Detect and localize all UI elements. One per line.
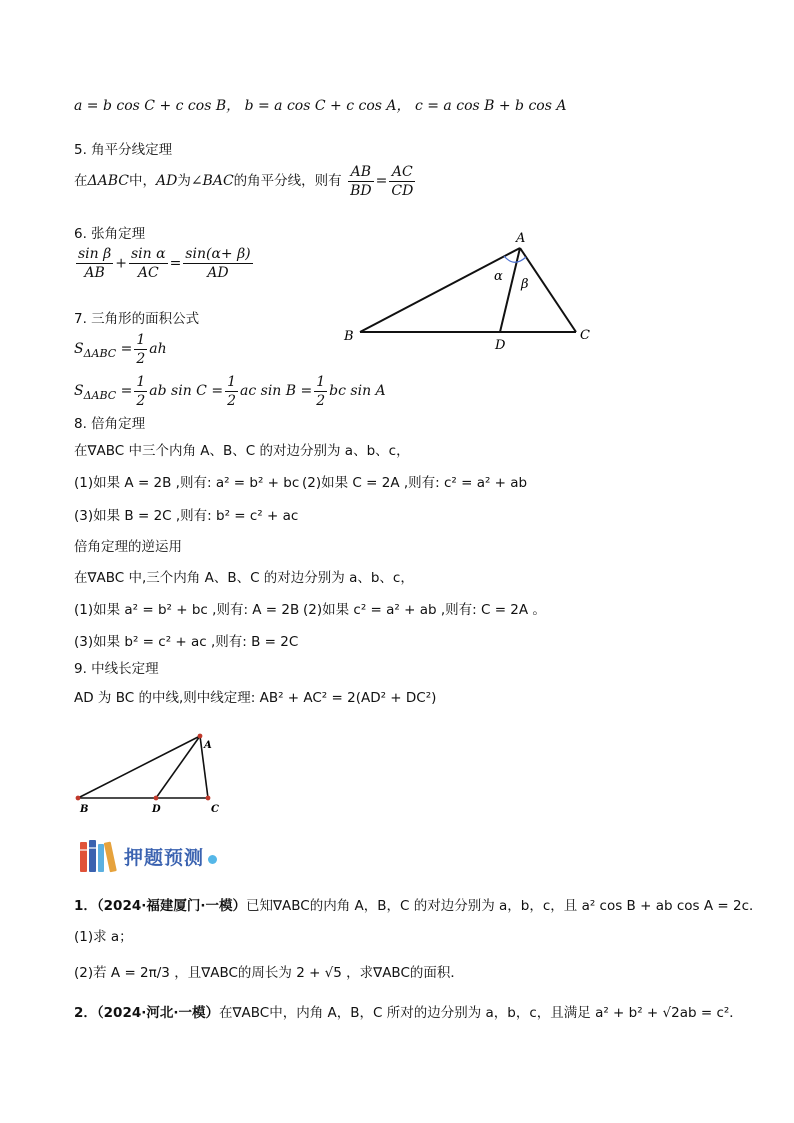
denominator: AD — [207, 265, 229, 281]
section-8-intro: 在∇ABC 中三个内角 A、B、C 的对边分别为 a、b、c， — [74, 443, 410, 459]
label-c: C — [211, 804, 219, 815]
segment-name: AD — [155, 173, 178, 189]
predict-banner — [78, 836, 217, 876]
section-6-formula: $\frac{\text{sin β}}{AB}$ + $\frac{\text{sin α}}{AC}$ = $\frac{\sin(\alpha+ \beta)}{AD}$ — [78, 246, 251, 281]
point-b — [76, 796, 81, 801]
text: ab sin C = — [149, 383, 224, 399]
section-8-inverse-title: 倍角定理的逆运用 — [74, 539, 182, 555]
projection-formula: a = b cos C + c cos B， b = a cos C + c cos A， c = a cos B + b cos A — [74, 98, 567, 114]
numerator: 1 — [136, 373, 146, 390]
numerator: sin α — [130, 246, 166, 262]
text: 的角平分线，则有 — [233, 173, 342, 189]
text: 为 — [177, 173, 191, 189]
label-alpha: α — [494, 269, 503, 284]
denominator: 2 — [227, 392, 236, 409]
question-2 — [74, 1002, 743, 1024]
denominator: CD — [391, 182, 414, 199]
numerator: 1 — [316, 373, 326, 390]
question-number: 2． — [74, 1005, 97, 1021]
denominator: 2 — [136, 350, 146, 367]
fraction-half — [134, 331, 147, 368]
area-symbol: S — [74, 341, 84, 357]
label-d: D — [152, 804, 161, 815]
section-8-case-2: (2)如果 C = 2A ,则有: c² = a² + ab — [302, 475, 528, 491]
question-source: （2024·福建厦门·一模） — [96, 898, 246, 914]
section-8-inverse-3: (3)如果 b² = c² + ac ,则有: B = 2C — [74, 634, 299, 650]
label-a: A — [516, 231, 526, 246]
question-1 — [74, 895, 763, 917]
triangle-name: ΔABC — [87, 173, 129, 189]
point-d — [154, 796, 159, 801]
numerator: AB — [348, 163, 374, 182]
fraction-half — [134, 373, 147, 410]
section-7-title: 7. 三角形的面积公式 — [74, 311, 200, 327]
fraction-sinsum-ad — [183, 245, 252, 282]
question-1-part-1: (1)求 a； — [74, 929, 133, 945]
angle-arc — [504, 256, 526, 262]
denominator: BD — [350, 182, 372, 199]
question-text: 已知∇ABC的内角 A，B，C 的对边分别为 a，b，c，且 a² cos B + ab cos A = 2c． — [246, 898, 763, 914]
denominator: 2 — [316, 392, 326, 409]
area-formula-2: $S_{\Delta ABC}$ = $\frac{1}{2}$ ab sin C = $\frac{1}{2}$ ac sin B = $\frac{1}{2}$ bc sin A — [74, 373, 386, 409]
question-1-part-2: (2)若 A = 2π/3 ，且∇ABC的周长为 2 + √5 ，求∇ABC的面积． — [74, 965, 464, 981]
median-ad — [156, 736, 200, 798]
section-8-inverse-1: (1)如果 a² = b² + bc ,则有: A = 2B — [74, 602, 300, 618]
label-a: A — [204, 740, 212, 751]
question-text: 在∇ABC中，内角 A，B，C 所对的边分别为 a，b，c，且满足 a² + b² + √2ab = c²． — [219, 1005, 743, 1021]
numerator: sin β — [78, 246, 112, 262]
angle-bisector-diagram — [338, 228, 598, 350]
text: ah — [149, 341, 167, 357]
section-8-title: 8. 倍角定理 — [74, 416, 146, 432]
fraction-half — [225, 373, 238, 410]
question-number: 1． — [74, 898, 97, 914]
section-8-inverse-intro: 在∇ABC 中,三个内角 A、B、C 的对边分别为 a、b、c， — [74, 570, 414, 586]
side-ba — [360, 248, 520, 332]
section-6-title: 6. 张角定理 — [74, 226, 146, 242]
fraction-ac-cd — [389, 163, 415, 200]
text: ac sin B = — [240, 383, 313, 399]
denominator: AC — [137, 265, 159, 281]
label-beta: β — [521, 277, 529, 292]
section-8-inverse-2: (2)如果 c² = a² + ab ,则有: C = 2A 。 — [303, 602, 546, 618]
area-subscript: ΔABC — [83, 346, 117, 360]
fraction-sinbeta-ab — [76, 245, 113, 282]
section-8-case-3: (3)如果 B = 2C ,则有: b² = c² + ac — [74, 508, 299, 524]
numerator: AC — [389, 163, 415, 182]
text: 中， — [128, 173, 156, 189]
question-source: （2024·河北·一模） — [96, 1005, 219, 1021]
label-b: B — [344, 329, 354, 344]
text: 在 — [74, 173, 88, 189]
area-symbol: S — [74, 383, 84, 399]
area-subscript: ΔABC — [83, 388, 117, 402]
label-c: C — [580, 328, 590, 343]
banner-dot — [208, 855, 217, 864]
fraction-ab-bd — [348, 163, 374, 200]
banner-title: 押题预测 — [124, 846, 205, 869]
label-d: D — [495, 338, 506, 350]
denominator: 2 — [136, 392, 146, 409]
area-formula-1: $S_{\Delta ABC}$ = $\frac{1}{2}$ ah — [74, 331, 167, 367]
fraction-half — [314, 373, 327, 410]
point-a — [198, 734, 203, 739]
numerator: 1 — [136, 331, 146, 348]
section-9-body: AD 为 BC 的中线,则中线定理: AB² + AC² = 2(AD² + DC²) — [74, 690, 437, 706]
section-5-body: 在ΔABC中，AD为∠BAC的角平分线，则有 $\frac{AB}{BD}$ = $\frac{AC}{CD}$ — [74, 163, 414, 199]
books-icon — [78, 838, 120, 874]
median-diagram — [70, 728, 230, 820]
denominator: AB — [84, 265, 105, 281]
text: bc sin A — [329, 383, 386, 399]
label-b: B — [80, 804, 89, 815]
fraction-sinalpha-ac — [129, 245, 168, 282]
numerator: sin(α+ β) — [185, 246, 251, 262]
section-5-title: 5. 角平分线定理 — [74, 142, 173, 158]
point-c — [206, 796, 211, 801]
section-8-case-1: (1)如果 A = 2B ,则有: a² = b² + bc — [74, 475, 300, 491]
section-9-title: 9. 中线长定理 — [74, 661, 159, 677]
numerator: 1 — [227, 373, 236, 390]
side-ba — [78, 736, 200, 798]
angle-name: ∠BAC — [190, 173, 234, 189]
